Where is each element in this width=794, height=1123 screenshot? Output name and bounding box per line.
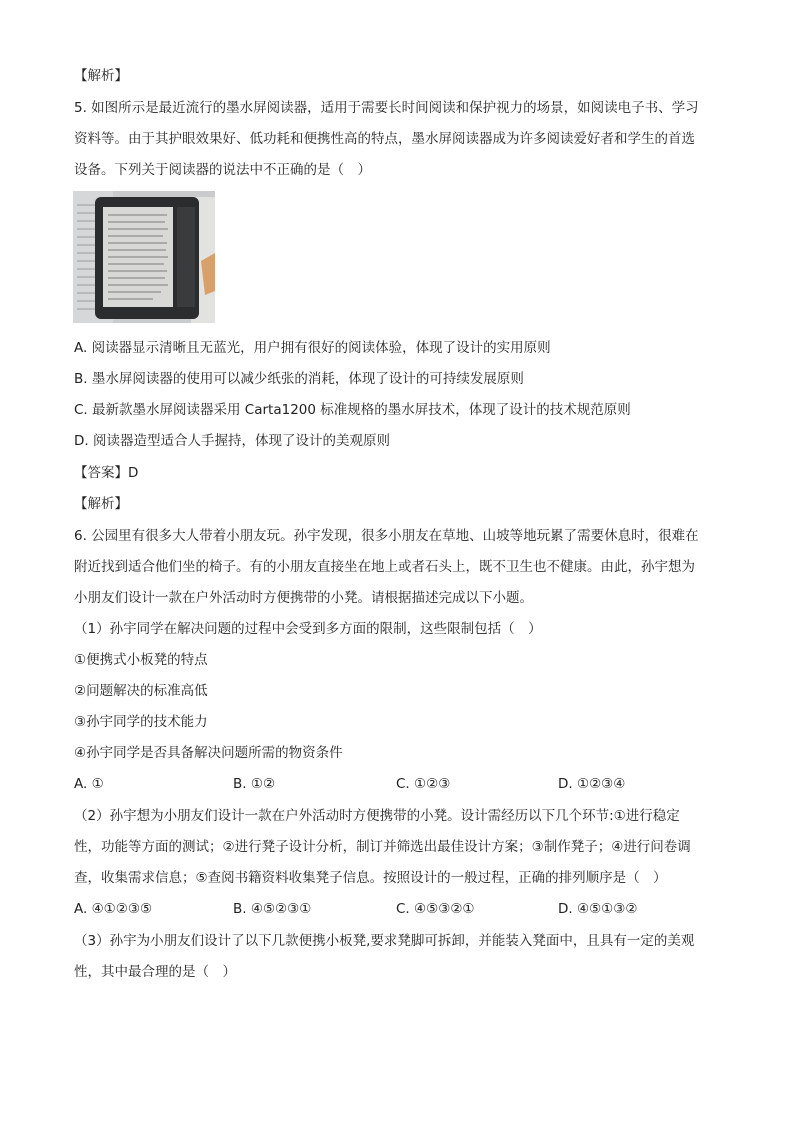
q6-sub1-choice-d: D. ①②③④ <box>558 776 626 792</box>
q6-sub1-stem: （1）孙宇同学在解决问题的过程中会受到多方面的限制，这些限制包括（ ） <box>74 621 542 637</box>
q6-stem-line-3: 小朋友们设计一款在户外活动时方便携带的小凳。请根据描述完成以下小题。 <box>74 590 533 606</box>
q5-option-a: A. 阅读器显示清晰且无蓝光，用户拥有很好的阅读体验，体现了设计的实用原则 <box>74 340 551 356</box>
q5-option-b: B. 墨水屏阅读器的使用可以减少纸张的消耗，体现了设计的可持续发展原则 <box>74 371 524 387</box>
q6-sub2-line-1: （2）孙宇想为小朋友们设计一款在户外活动时方便携带的小凳。设计需经历以下几个环节:①进行稳定 <box>74 808 680 824</box>
q6-stem-line-2: 附近找到适合他们坐的椅子。有的小朋友直接坐在地上或者石头上，既不卫生也不健康。由此，孙宇想为 <box>74 559 695 575</box>
q6-sub3-line-1: （3）孙宇为小朋友们设计了以下几款便携小板凳,要求凳脚可拆卸，并能装入凳面中，且具有一定的美观 <box>74 933 695 949</box>
q6-sub1-item-4: ④孙宇同学是否具备解决问题所需的物资条件 <box>74 745 343 761</box>
q6-sub2-choice-b: B. ④⑤②③① <box>233 901 312 917</box>
e-reader-photo <box>73 191 215 323</box>
q6-sub2-line-3: 查，收集需求信息；⑤查阅书籍资料收集凳子信息。按照设计的一般过程，正确的排列顺序是（ ） <box>74 870 667 886</box>
q6-sub2-choice-a: A. ④①②③⑤ <box>74 901 153 917</box>
q6-sub1-choice-a: A. ① <box>74 776 104 792</box>
q6-sub3-line-2: 性，其中最合理的是（ ） <box>74 964 236 980</box>
q6-sub1-item-1: ①便携式小板凳的特点 <box>74 652 208 668</box>
q6-sub2-line-2: 性，功能等方面的测试；②进行凳子设计分析，制订并筛选出最佳设计方案；③制作凳子；④进行问卷调 <box>74 839 691 855</box>
q5-answer: 【答案】D <box>74 465 139 481</box>
q6-sub1-item-2: ②问题解决的标准高低 <box>74 683 208 699</box>
q6-sub2-choice-d: D. ④⑤①③② <box>558 901 638 917</box>
q5-analysis-label: 【解析】 <box>74 496 128 512</box>
q6-sub1-choice-c: C. ①②③ <box>396 776 451 792</box>
q6-stem-line-1: 6. 公园里有很多大人带着小朋友玩。孙宇发现，很多小朋友在草地、山坡等地玩累了需要休息时，很难在 <box>74 528 699 544</box>
q5-option-c: C. 最新款墨水屏阅读器采用 Carta1200 标准规格的墨水屏技术，体现了设计的技术规范原则 <box>74 402 631 418</box>
analysis-label: 【解析】 <box>74 68 128 84</box>
q5-stem-line-3: 设备。下列关于阅读器的说法中不正确的是（ ） <box>74 162 371 178</box>
q5-option-d: D. 阅读器造型适合人手握持，体现了设计的美观原则 <box>74 433 390 449</box>
q6-sub1-item-3: ③孙宇同学的技术能力 <box>74 714 208 730</box>
e-reader-illustration <box>73 191 215 323</box>
q5-stem-line-1: 5. 如图所示是最近流行的墨水屏阅读器，适用于需要长时间阅读和保护视力的场景，如阅读电子书、学习 <box>74 100 699 116</box>
q6-sub1-choice-b: B. ①② <box>233 776 276 792</box>
q5-stem-line-2: 资料等。由于其护眼效果好、低功耗和便携性高的特点，墨水屏阅读器成为许多阅读爱好者和学生的首选 <box>74 131 695 147</box>
q6-sub2-choice-c: C. ④⑤③②① <box>396 901 475 917</box>
